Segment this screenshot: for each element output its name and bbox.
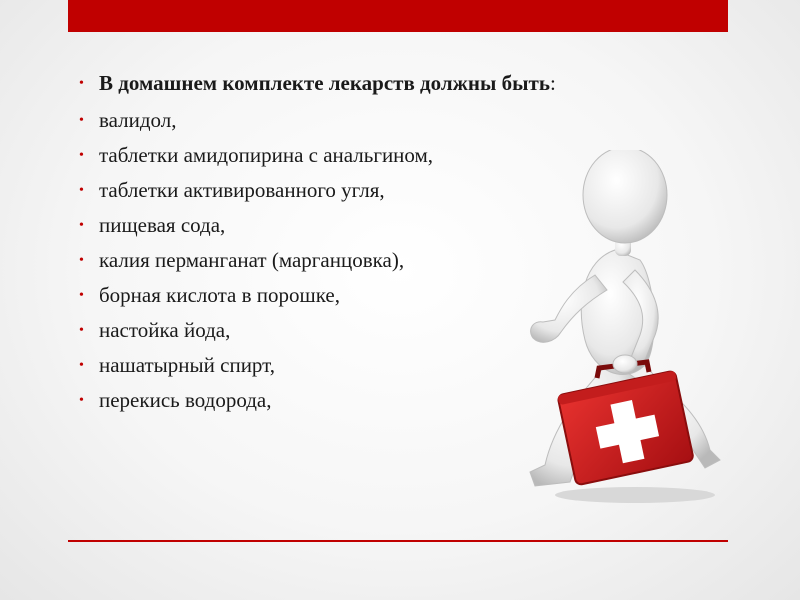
- bullet-icon: •: [79, 76, 84, 91]
- heading-text: В домашнем комплекте лекарств должны быть: [99, 71, 550, 95]
- list-item-text: таблетки амидопирина с анальгином,: [99, 143, 434, 167]
- list-item-text: борная кислота в порошке,: [99, 283, 340, 307]
- bullet-icon: •: [79, 288, 84, 303]
- first-aid-figure-icon: [515, 150, 725, 510]
- list-heading: [78, 72, 678, 95]
- bullet-icon: •: [79, 393, 84, 408]
- list-item-text: нашатырный спирт,: [99, 353, 275, 377]
- bullet-icon: •: [79, 113, 84, 128]
- list-item-text: перекись водорода,: [99, 388, 272, 412]
- bullet-icon: •: [79, 323, 84, 338]
- bullet-icon: •: [79, 218, 84, 233]
- heading-colon: :: [549, 71, 556, 95]
- bullet-icon: •: [79, 183, 84, 198]
- list-item-text: настойка йода,: [99, 318, 231, 342]
- list-item-text: таблетки активированного угля,: [99, 178, 385, 202]
- list-item: [78, 109, 678, 132]
- list-item-text: калия перманганат (марганцовка),: [99, 248, 405, 272]
- bottom-divider: [68, 540, 728, 542]
- bullet-icon: •: [79, 358, 84, 373]
- list-item-text: валидол,: [99, 108, 177, 132]
- bullet-icon: •: [79, 148, 84, 163]
- list-item-text: пищевая сода,: [99, 213, 226, 237]
- top-accent-bar: [68, 0, 728, 32]
- bullet-icon: •: [79, 253, 84, 268]
